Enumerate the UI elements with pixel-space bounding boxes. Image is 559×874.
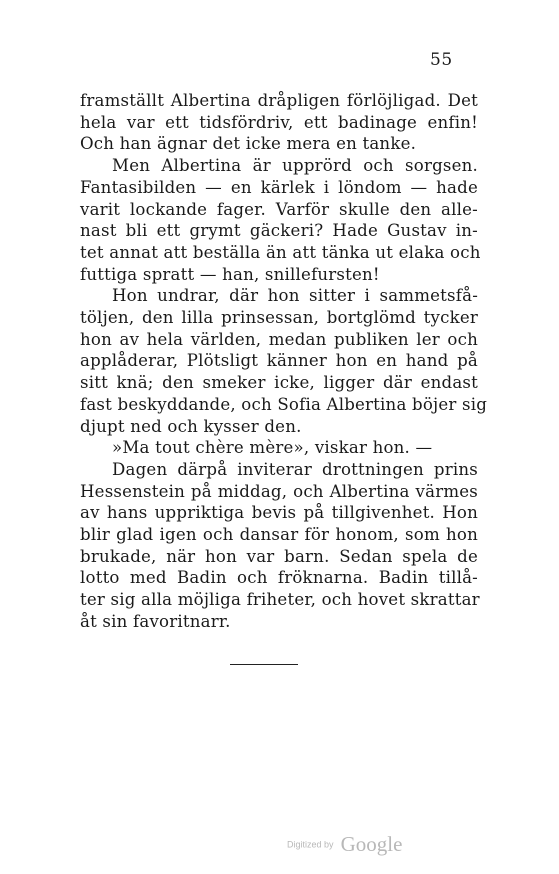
text-line: hela var ett tidsfördriv, ett badinage enfin! (80, 112, 478, 132)
text-line: tet annat att beställa än att tänka ut elaka och (80, 242, 481, 262)
text-line: Men Albertina är upprörd och sorgsen. (112, 156, 478, 176)
text-line: Dagen därpå inviterar drottningen prins (112, 459, 478, 479)
text-line: applåderar, Plötsligt känner hon en hand på (80, 351, 478, 371)
watermark-digitized-label: Digitized by (287, 839, 334, 850)
text-line: av hans uppriktiga bevis på tillgivenhet. Hon (80, 503, 478, 523)
text-line: djupt ned och kysser den. (80, 416, 302, 436)
text-line: töljen, den lilla prinsessan, bortglömd tycker (80, 308, 478, 328)
text-line: Hon undrar, där hon sitter i sammetsfå- (112, 286, 478, 306)
text-line: Och han ägnar det icke mera en tanke. (80, 134, 417, 154)
text-line: varit lockande fager. Varför skulle den alle- (80, 199, 478, 219)
text-line: brukade, när hon var barn. Sedan spela de (80, 546, 478, 566)
text-line: »Ma tout chère mère», viskar hon. — (112, 438, 433, 458)
text-line: hon av hela världen, medan publiken ler och (80, 329, 478, 349)
text-line: Hessenstein på middag, och Albertina värmes (80, 481, 478, 501)
section-divider (230, 664, 298, 665)
watermark-google-logo: Google (340, 832, 403, 856)
text-line: framställt Albertina dråpligen förlöjligad. Det (80, 91, 478, 110)
digitization-watermark (287, 832, 402, 857)
text-line: futtiga spratt — han, snillefursten! (80, 264, 380, 284)
text-line: nast bli ett grymt gäckeri? Hade Gustav in- (80, 221, 478, 241)
text-line: lotto med Badin och fröknarna. Badin tillå- (80, 568, 478, 588)
body-text (80, 90, 488, 633)
text-line: Fantasibilden — en kärlek i löndom — hade (80, 177, 478, 197)
text-line: åt sin favoritnarr. (80, 611, 231, 631)
text-line: blir glad igen och dansar för honom, som hon (80, 525, 478, 545)
text-line: fast beskyddande, och Sofia Albertina böjer sig (80, 394, 488, 414)
text-line: sitt knä; den smeker icke, ligger där endast (80, 373, 478, 393)
page-number: 55 (430, 50, 453, 70)
text-line: ter sig alla möjliga friheter, och hovet skrattar (80, 590, 480, 610)
